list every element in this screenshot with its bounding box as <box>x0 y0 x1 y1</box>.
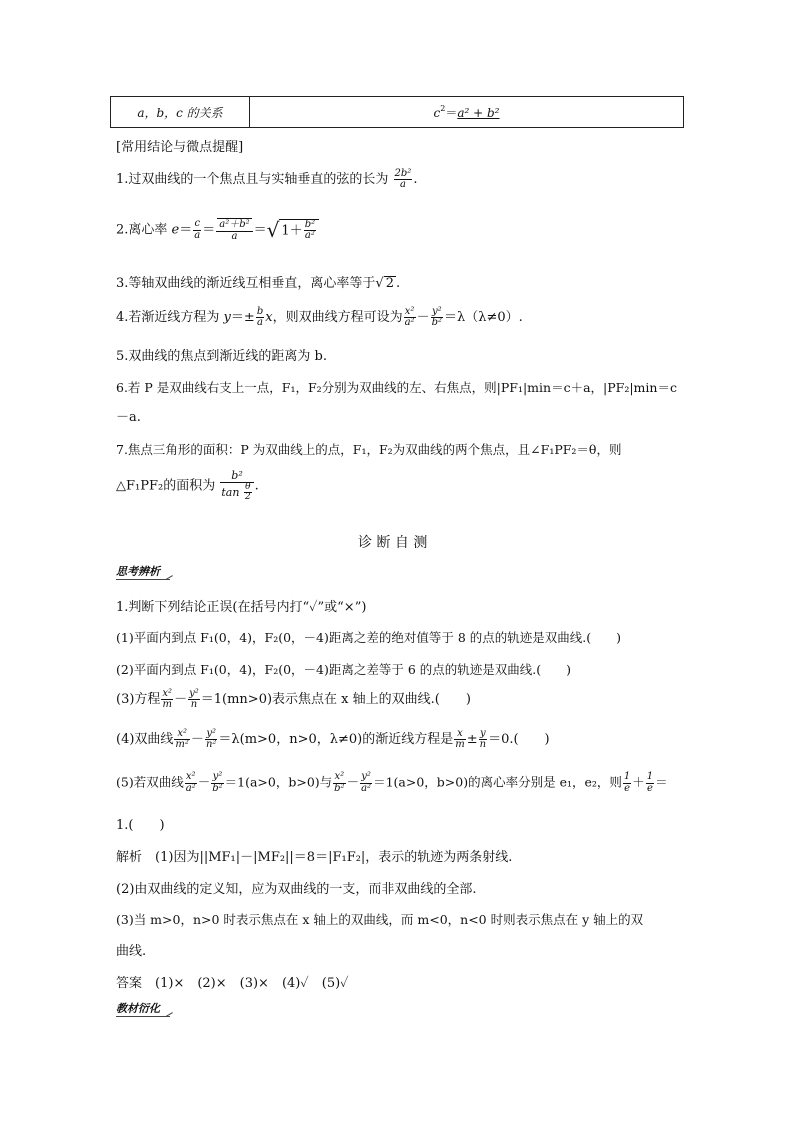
item-6-line2: －a. <box>116 410 141 425</box>
think-analysis-tag: 思考辨析 <box>116 563 170 580</box>
formula-rhs: a² + b² <box>457 105 500 120</box>
question-1-stem: 1.判断下列结论正误(在括号内打“✓”或“×”) <box>116 600 367 615</box>
item-6-line1: 6.若 P 是双曲线右支上一点，F₁，F₂分别为双曲线的左、右焦点，则|PF₁|min＝c＋a，|PF₂|min＝c <box>116 380 677 395</box>
answer-label: 答案 <box>116 976 143 991</box>
item-2: 2.离心率 e＝ $\frac{c}{a}$ ＝ $\frac{\text{a²＋b²}}{a}$ ＝√ 1＋ $\frac{\text{b²}}{\text{a²}}$ <box>116 218 319 242</box>
relation-label: a，b，c 的关系 <box>137 105 223 120</box>
formula-lhs: c <box>433 105 441 120</box>
statement-2: (2)平面内到点 F₁(0，4)，F₂(0，－4)距离之差等于 6 的点的轨迹是双曲线.( ) <box>116 662 571 677</box>
item-5: 5.双曲线的焦点到渐近线的距离为 b. <box>116 349 327 364</box>
item-7-line2: △F₁PF₂的面积为 b² tan $\frac{\theta}{2}$ . <box>116 469 259 502</box>
diagnosis-title: 诊 断 自 测 <box>358 535 428 551</box>
section-title: [常用结论与微点提醒] <box>116 140 244 155</box>
triangle-area-fraction: b² tan $\frac{\theta}{2}$ <box>220 470 253 502</box>
relation-label-cell <box>111 97 250 128</box>
item-3: 3.等轴双曲线的渐近线互相垂直，离心率等于√ 2 . <box>116 276 401 291</box>
analysis-label: 解析 <box>116 850 143 865</box>
item-4: 4.若渐近线方程为 y＝± $\frac{b}{a}$ x，则双曲线方程可设为 $\frac{\text{x²}}{\text{a²}}$ － $\frac{\text{y²}}{\text{b²}}$ ＝λ（λ≠0）. <box>116 305 523 328</box>
answer-text: (1)× (2)× (3)× (4)✓ (5)✓ <box>155 976 349 991</box>
analysis-3-line1: (3)当 m>0，n>0 时表示焦点在 x 轴上的双曲线，而 m<0，n<0 时则表示焦点在 y 轴上的双 <box>116 912 644 927</box>
item-1: 1.过双曲线的一个焦点且与实轴垂直的弦的长为 $\frac{\text{2b²}}{a}$ . <box>116 167 418 190</box>
item-7-line1: 7.焦点三角形的面积：P 为双曲线上的点，F₁，F₂为双曲线的两个焦点，且∠F₁PF₂＝θ，则 <box>116 442 622 457</box>
analysis-2: (2)由双曲线的定义知，应为双曲线的一支，而非双曲线的全部. <box>116 882 477 897</box>
statement-1: (1)平面内到点 F₁(0，4)，F₂(0，－4)距离之差的绝对值等于 8 的点的轨迹是双曲线.( ) <box>116 630 621 645</box>
statement-5-line2: 1.( ) <box>116 818 165 833</box>
answer-line <box>116 972 349 991</box>
analysis-3-line2: 曲线. <box>116 944 147 959</box>
relation-formula-cell: $c^2=a^2 + b^2$ <box>250 97 684 128</box>
relation-table <box>110 96 684 128</box>
analysis-1: 解析 (1)因为||MF₁|－|MF₂||＝8＝|F₁F₂|，表示的轨迹为两条射线. <box>116 850 513 865</box>
statement-5: (5)若双曲线 $\frac{\text{x²}}{\text{a²}}$ － $\frac{\text{y²}}{\text{b²}}$ ＝1(a>0，b>0)与 $\frac{\text{x²}}{\text{b²}}$ － $\frac{\text{y²}}{\text{a²}}$ ＝1(a>0，b>0)的离心率分别是 e₁，e₂，则 $\frac{1}{e}$ ＋ $\frac{1}{e}$ ＝ <box>116 771 668 794</box>
chord-length-fraction: $\frac{\text{2b²}}{a}$ <box>394 167 412 190</box>
textbook-derivation-tag: 教材衍化 <box>116 1000 170 1017</box>
statement-3: (3)方程 $\frac{\text{x²}}{m}$ － $\frac{\text{y²}}{n}$ ＝1(mn>0)表示焦点在 x 轴上的双曲线.( ) <box>116 687 471 710</box>
statement-4: (4)双曲线 $\frac{\text{x²}}{\text{m²}}$ － $\frac{\text{y²}}{\text{n²}}$ ＝λ(m>0，n>0，λ≠0)的渐近线方程是 $\frac{x}{m}$ ± $\frac{y}{n}$ ＝0.( ) <box>116 727 550 750</box>
